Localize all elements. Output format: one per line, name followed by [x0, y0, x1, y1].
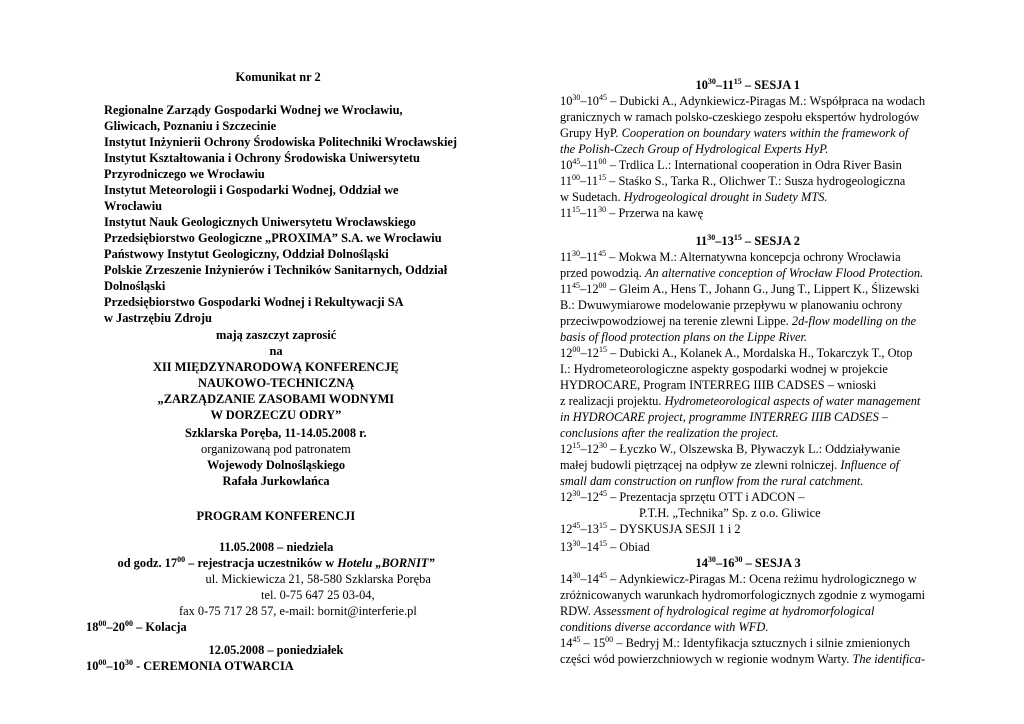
right-text-line: $14^{30}-14^{45}$ – Adynkiewicz-Piragas M.: Ocena reżimu hydrologicznego w	[560, 571, 917, 586]
right-text-line: HYDROCARE, Program INTERREG IIIB CADSES – wnioski	[560, 378, 877, 392]
left-text-line: organizowaną pod patronatem	[201, 442, 351, 456]
left-text-line: 11.05.2008 – niedziela	[219, 540, 334, 554]
right-text-line: $11^{15}-11^{30}$ – Przerwa na kawę	[560, 205, 704, 220]
right-text-line: $11^{45}-12^{00}$ – Gleim A., Hens T., Johann G., Jung T., Lippert K., Ślizewski	[560, 281, 920, 296]
right-text-line: $10^{30}-10^{45}$ – Dubicki A., Adynkiewicz-Piragas M.: Współpraca na wodach	[560, 93, 926, 108]
right-text-line: in HYDROCARE project, programme INTERREG IIIB CADSES –	[560, 410, 889, 424]
left-text-line: „ZARZĄDZANIE ZASOBAMI WODNYMI	[157, 392, 395, 406]
left-text-line: Komunikat nr 2	[235, 70, 321, 84]
right-text-line: RDW. Assessment of hydrological regime at hydromorfological	[560, 604, 875, 618]
right-text-line: $12^{15}-12^{30}$ – Łyczko W., Olszewska B, Pływaczyk L.: Oddziaływanie	[560, 441, 901, 456]
left-text-line: Przyrodniczego we Wrocławiu	[104, 167, 265, 181]
left-text-line: Dolnośląski	[104, 279, 166, 293]
right-text-line: z realizacji projektu. Hydrometeorological aspects of water management	[560, 394, 921, 408]
left-text-line: w Jastrzębiu Zdroju	[104, 311, 212, 325]
left-text-line: Instytut Kształtowania i Ochrony Środowiska Uniwersytetu	[104, 151, 420, 165]
left-text-line: na	[269, 344, 283, 358]
right-text-line: $10^{45}-11^{00}$ – Trdlica L.: International cooperation in Odra River Basin	[560, 157, 902, 172]
left-text-line: Państwowy Instytut Geologiczny, Oddział Dolnośląski	[104, 247, 389, 261]
left-text-line: NAUKOWO-TECHNICZNĄ	[198, 376, 355, 390]
right-text-line: small dam construction on runflow from the rural catchment.	[560, 474, 864, 488]
left-text-line: Wrocławiu	[104, 199, 163, 213]
right-text-line: $11^{30}-13^{15}$ – SESJA 2	[695, 233, 801, 248]
left-text-line: Instytut Nauk Geologicznych Uniwersytetu Wrocławskiego	[104, 215, 416, 229]
right-text-line: $12^{45}-13^{15}$ – DYSKUSJA SESJI 1 i 2	[560, 521, 741, 536]
right-text-line: conclusions after the realization the project.	[560, 426, 779, 440]
right-text-line: B.: Dwuwymiarowe modelowanie przepływu w planowaniu ochrony	[560, 298, 903, 312]
left-text-line: Polskie Zrzeszenie Inżynierów i Techników Sanitarnych, Oddział	[104, 263, 448, 277]
right-text-line: $14^{45} - 15^{00}$ – Bedryj M.: Identyfikacja sztucznych i silnie zmienionych	[560, 635, 911, 650]
left-text-line: Wojewody Dolnośląskiego	[207, 458, 346, 472]
right-text-line: basis of flood protection plans on the Lippe River.	[560, 330, 807, 344]
right-text-line: przed powodzią. An alternative conception of Wrocław Flood Protection.	[560, 266, 924, 280]
right-text-line: części wód powierzchniowych w regionie wodnym Warty. The identifica-	[560, 652, 926, 666]
right-text-line: I.: Hydrometeorologiczne aspekty gospodarki wodnej w projekcie	[560, 362, 888, 376]
right-text-line: granicznych w ramach polsko-czeskiego zespołu ekspertów hydrologów	[560, 110, 920, 124]
left-text-line: fax 0-75 717 28 57, e-mail: bornit@interferie.pl	[179, 604, 417, 618]
right-text-line: Grupy HyP. Cooperation on boundary waters within the framework of	[560, 126, 909, 140]
right-text-line: w Sudetach. Hydrogeological drought in Sudety MTS.	[560, 190, 828, 204]
right-text-line: małej budowli piętrzącej na odpływ ze zlewni rolniczej. Influence of	[560, 458, 900, 472]
left-text-line: $18^{00}-20^{00}$ – Kolacja	[86, 619, 187, 634]
left-text-line: tel. 0-75 647 25 03-04,	[261, 588, 375, 602]
right-text-line: $11^{00}-11^{15}$ – Staśko S., Tarka R., Olichwer T.: Susza hydrogeologiczna	[560, 173, 906, 188]
right-text-line: $12^{30}-12^{45}$ – Prezentacja sprzętu OTT i ADCON –	[560, 489, 805, 504]
right-text-line: the Polish-Czech Group of Hydrological Experts HyP.	[560, 142, 829, 156]
left-text-line: Przedsiębiorstwo Gospodarki Wodnej i Rekultywacji SA	[104, 295, 404, 309]
left-text-line: od godz. $17^{00}$ – rejestracja uczestników w Hotelu „BORNIT”	[117, 555, 435, 570]
left-text-line: W DORZECZU ODRY”	[210, 408, 342, 422]
left-text-line: mają zaszczyt zaprosić	[216, 328, 337, 342]
right-text-line: przeciwpowodziowej na terenie zlewni Lippe. 2d-flow modelling on the	[560, 314, 917, 328]
left-text-line: Gliwicach, Poznaniu i Szczecinie	[104, 119, 277, 133]
right-text-line: $12^{00}-12^{15}$ – Dubicki A., Kolanek A., Mordalska H., Tokarczyk T., Otop	[560, 345, 913, 360]
right-page	[512, 0, 1024, 724]
left-text-line: PROGRAM KONFERENCJI	[196, 509, 356, 523]
left-text-line: Instytut Inżynierii Ochrony Środowiska Politechniki Wrocławskiej	[104, 135, 458, 149]
right-text-line: $14^{30}-16^{30}$ – SESJA 3	[695, 555, 801, 570]
left-text-line: 12.05.2008 – poniedziałek	[208, 643, 344, 657]
right-text-line: $11^{30}-11^{45}$ – Mokwa M.: Alternatywna koncepcja ochrony Wrocławia	[560, 249, 901, 264]
left-text-line: Instytut Meteorologii i Gospodarki Wodnej, Oddział we	[104, 183, 399, 197]
right-text-line: zróżnicowanych warunkach hydromorfologicznych zgodnie z wymogami	[560, 588, 926, 602]
left-text-line: Przedsiębiorstwo Geologiczne „PROXIMA” S.A. we Wrocławiu	[104, 231, 442, 245]
left-text-line: Rafała Jurkowlańca	[222, 474, 330, 488]
left-text-line: ul. Mickiewicza 21, 58-580 Szklarska Poręba	[205, 572, 431, 586]
right-text-line: conditions diverse accordance with WFD.	[560, 620, 769, 634]
left-text-line: Szklarska Poręba, 11-14.05.2008 r.	[185, 426, 367, 440]
right-text-line: $13^{30}-14^{15}$ – Obiad	[560, 539, 650, 554]
right-text-line: $10^{30}-11^{15}$ – SESJA 1	[695, 77, 800, 92]
left-text-line: XII MIĘDZYNARODOWĄ KONFERENCJĘ	[153, 360, 399, 374]
left-text-line: $10^{00}-10^{30}$ - CEREMONIA OTWARCIA	[86, 658, 294, 673]
left-text-line: Regionalne Zarządy Gospodarki Wodnej we Wrocławiu,	[104, 103, 403, 117]
right-text-line: P.T.H. „Technika” Sp. z o.o. Gliwice	[639, 506, 821, 520]
